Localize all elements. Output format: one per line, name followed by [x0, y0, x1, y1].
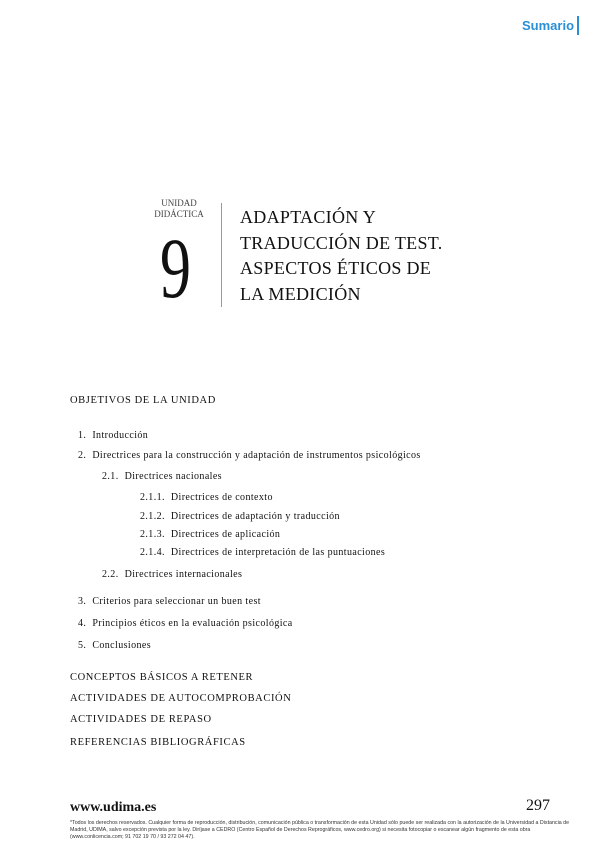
toc-item-label: Introducción [92, 430, 149, 441]
toc-item[interactable] [78, 617, 293, 630]
toc-item-label: Conclusiones [92, 640, 151, 651]
toc-item-number: 3. [78, 596, 87, 607]
sumario-divider [577, 16, 579, 35]
toc-item[interactable] [140, 546, 385, 559]
toc-item-label: Directrices internacionales [124, 569, 243, 580]
unit-title [240, 205, 443, 307]
unit-number: 9 [160, 220, 191, 316]
toc-item-number: 2.1.1. [140, 492, 165, 503]
page-number: 297 [526, 797, 550, 814]
toc-item-label: Criterios para seleccionar un buen test [92, 596, 261, 607]
toc-autocomprobacion[interactable]: ACTIVIDADES DE AUTOCOMPROBACIÓN [70, 693, 292, 704]
toc-item-number: 1. [78, 430, 87, 441]
toc-item-label: Directrices de interpretación de las puntuaciones [170, 547, 386, 558]
website-link[interactable]: www.udima.es [70, 800, 157, 815]
unit-label-line2: DIDÁCTICA [154, 209, 204, 219]
toc-item[interactable] [140, 528, 280, 541]
toc-item-number: 4. [78, 618, 87, 629]
toc-item[interactable] [78, 639, 151, 652]
title-line: TRADUCCIÓN DE TEST. [240, 232, 443, 253]
title-line: ADAPTACIÓN Y [240, 207, 376, 227]
title-divider [221, 203, 222, 307]
copyright-notice: *Todos los derechos reservados. Cualquier forma de reproducción, distribución, comunicación pública o transformación de esta Unidad sólo puede ser realizada con la autorización de la Universidad a Distancia de Madrid, UDIMA, salvo excepción prevista por la ley. Diríjase a CEDRO (Centro Español de Derechos Reprográficos, www.cedro.org) si necesita fotocopiar o escanear algún fragmento de esta obra (www.conlicencia.com; 91 702 19 70 / 93 272 04 47). [70, 820, 570, 840]
toc-objetivos[interactable]: OBJETIVOS DE LA UNIDAD [70, 395, 216, 406]
toc-repaso[interactable]: ACTIVIDADES DE REPASO [70, 714, 212, 725]
toc-item[interactable] [78, 449, 421, 462]
toc-item[interactable] [78, 595, 261, 608]
toc-item-number: 2.1.2. [140, 511, 165, 522]
toc-item-number: 5. [78, 640, 87, 651]
toc-item[interactable] [78, 429, 148, 442]
toc-item[interactable] [140, 510, 340, 523]
toc-referencias[interactable]: REFERENCIAS BIBLIOGRÁFICAS [70, 737, 246, 748]
title-line: ASPECTOS ÉTICOS DE [240, 258, 432, 278]
toc-item-number: 2.1.3. [140, 529, 165, 540]
toc-item-label: Directrices de contexto [170, 492, 273, 503]
sumario-link[interactable]: Sumario [522, 18, 575, 33]
toc-item[interactable] [102, 470, 222, 483]
toc-item[interactable] [102, 568, 242, 581]
title-line: LA MEDICIÓN [240, 283, 361, 304]
toc-item-number: 2.1. [102, 471, 119, 482]
toc-item[interactable] [140, 491, 273, 504]
toc-item-number: 2.1.4. [140, 547, 165, 558]
toc-item-number: 2. [78, 450, 87, 461]
toc-item-number: 2.2. [102, 569, 119, 580]
toc-item-label: Directrices nacionales [124, 471, 222, 482]
unit-label-line1: UNIDAD [161, 198, 197, 208]
toc-item-label: Directrices de adaptación y traducción [170, 511, 340, 522]
toc-item-label: Principios éticos en la evaluación psicológica [92, 618, 293, 629]
unit-label [148, 198, 210, 220]
toc-item-label: Directrices para la construcción y adaptación de instrumentos psicológicos [92, 450, 421, 461]
toc-conceptos[interactable]: CONCEPTOS BÁSICOS A RETENER [70, 672, 254, 683]
toc-item-label: Directrices de aplicación [170, 529, 281, 540]
